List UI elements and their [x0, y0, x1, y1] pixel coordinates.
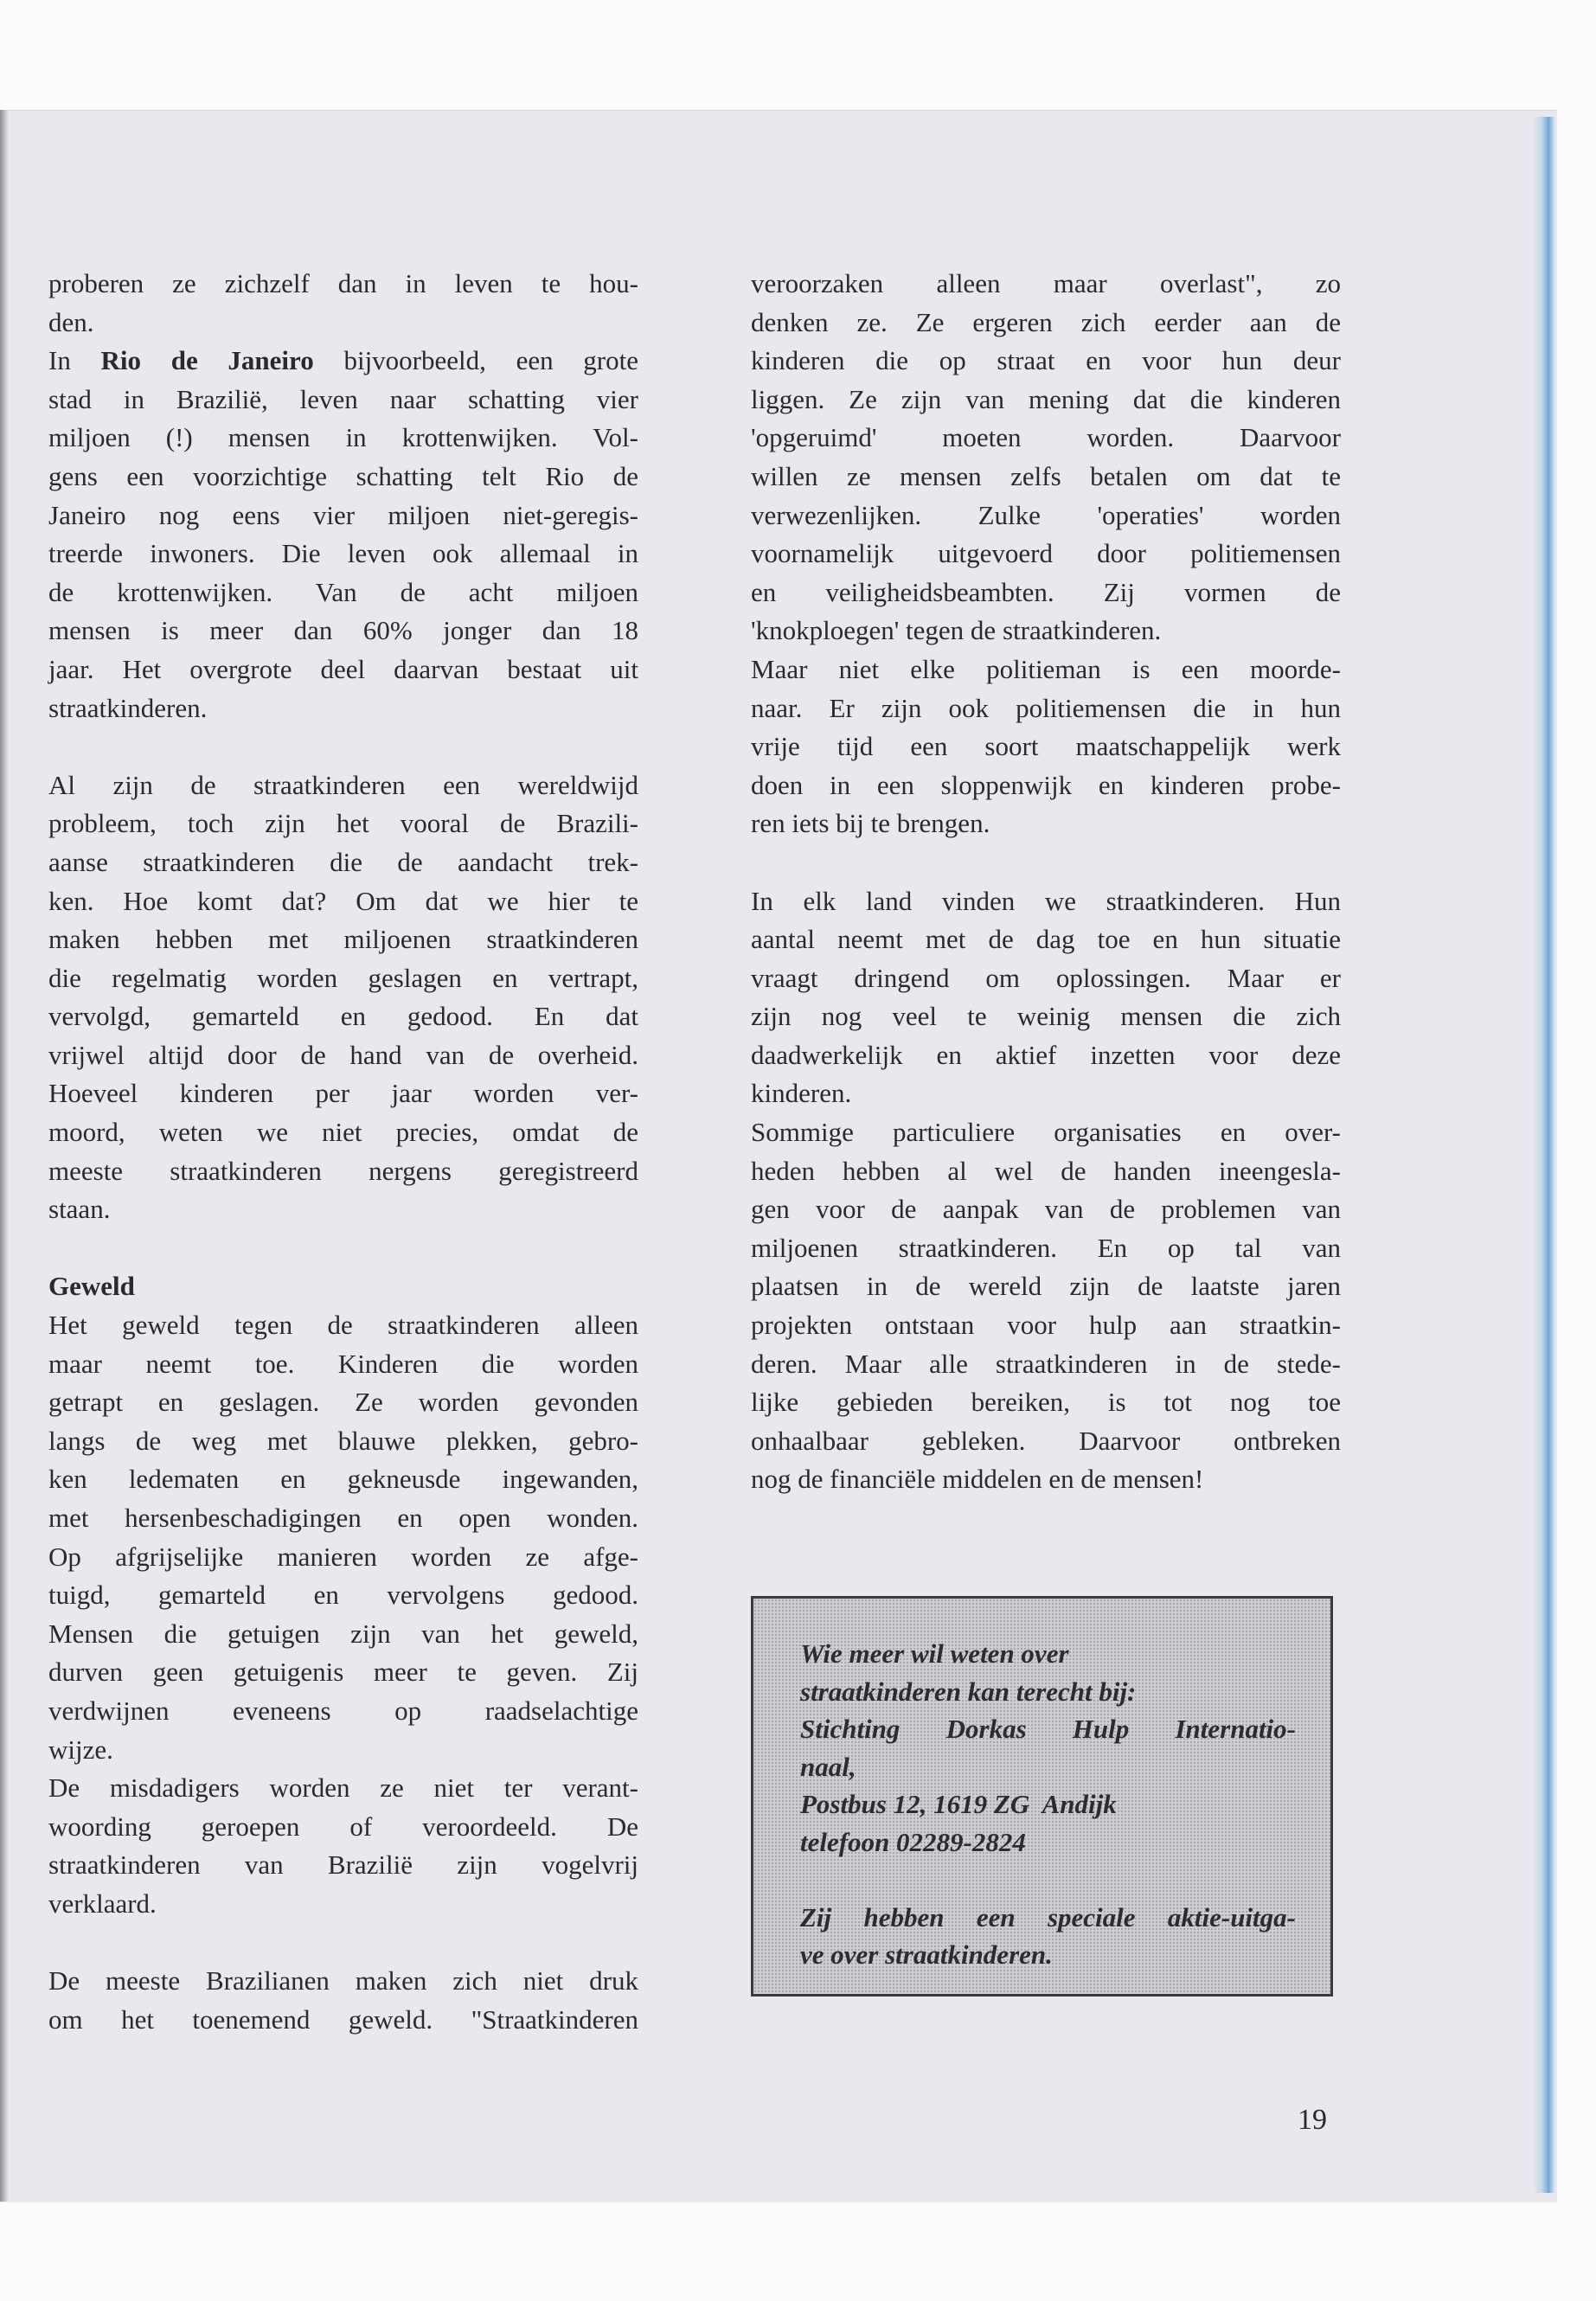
- text-line: Sommige particuliere organisaties en over-: [751, 1117, 1341, 1148]
- text-line: Janeiro nog eens vier miljoen niet-geregis-: [48, 499, 638, 530]
- right-column: [751, 265, 1341, 1499]
- text-line: verdwijnen eveneens op raadselachtige: [48, 1695, 638, 1726]
- paragraph-gap: [48, 1229, 638, 1268]
- info-line: naal,: [800, 1751, 856, 1782]
- paragraph: [48, 265, 638, 342]
- text-line: met hersenbeschadigingen en open wonden.: [48, 1503, 638, 1533]
- text-line: denken ze. Ze ergeren zich eerder aan de: [751, 306, 1341, 337]
- text-line: stad in Brazilië, leven naar schatting vier: [48, 383, 638, 414]
- paragraph: [48, 1962, 638, 2039]
- paragraph: [48, 1306, 638, 1769]
- left-column: [48, 265, 638, 2039]
- text-line: zijn nog veel te weinig mensen die zich: [751, 1001, 1341, 1032]
- bold-text: Rio de Janeiro: [100, 345, 314, 376]
- text-line: staan.: [48, 1194, 111, 1225]
- info-line: Stichting Dorkas Hulp Internatio-: [800, 1714, 1296, 1744]
- text-line: wijze.: [48, 1734, 113, 1765]
- section-heading: Geweld: [48, 1271, 135, 1302]
- info-address: Postbus 12, 1619 ZG Andijk: [800, 1789, 1117, 1819]
- paragraph-gap: [48, 727, 638, 766]
- text-line: gens een voorzichtige schatting telt Rio de: [48, 460, 638, 491]
- text-line: de krottenwijken. Van de acht miljoen: [48, 576, 638, 607]
- text-line: straatkinderen van Brazilië zijn vogelvrij: [48, 1849, 638, 1881]
- text-line: moord, weten we niet precies, omdat de: [48, 1117, 638, 1148]
- paragraph-gap: [48, 1924, 638, 1963]
- paragraph: [751, 1113, 1341, 1499]
- text-line: en veiligheidsbeambten. Zij vormen de: [751, 576, 1341, 607]
- text-line: vrijwel altijd door de hand van de overheid.: [48, 1039, 638, 1070]
- text-line: vervolgd, gemarteld en gedood. En dat: [48, 1001, 638, 1032]
- text-line: voornamelijk uitgevoerd door politiemensen: [751, 538, 1341, 569]
- text-line: Het geweld tegen de straatkinderen alleen: [48, 1310, 638, 1341]
- text-line: proberen ze zichzelf dan in leven te hou-: [48, 268, 638, 298]
- text-line: 'opgeruimd' moeten worden. Daarvoor: [751, 422, 1341, 453]
- text-line: onhaalbaar gebleken. Daarvoor ontbreken: [751, 1425, 1341, 1456]
- text-line: getrapt en geslagen. Ze worden gevonden: [48, 1387, 638, 1418]
- info-note: Zij hebben een speciale aktie-uitga-: [800, 1901, 1296, 1932]
- text-line: De misdadigers worden ze niet ter verant-: [48, 1772, 638, 1804]
- text-line: [48, 342, 638, 381]
- text-line: deren. Maar alle straatkinderen in de stede-: [751, 1348, 1341, 1379]
- text-line: ken ledematen en gekneusde ingewanden,: [48, 1464, 638, 1495]
- text-line: willen ze mensen zelfs betalen om dat te: [751, 460, 1341, 491]
- text-line: Mensen die getuigen zijn van het geweld,: [48, 1618, 638, 1649]
- paragraph: [48, 342, 638, 727]
- text-line: ken. Hoe komt dat? Om dat we hier te: [48, 885, 638, 916]
- text-line: om het toenemend geweld. "Straatkinderen: [48, 2003, 638, 2035]
- text-line: lijke gebieden bereiken, is tot nog toe: [751, 1387, 1341, 1418]
- info-phone: telefoon 02289-2824: [800, 1826, 1026, 1857]
- paragraph: [48, 1769, 638, 1923]
- text-line: kinderen die op straat en voor hun deur: [751, 345, 1341, 376]
- text-line: aanse straatkinderen die de aandacht trek-: [48, 846, 638, 877]
- info-note: ve over straatkinderen.: [800, 1939, 1053, 1970]
- text-line: veroorzaken alleen maar overlast", zo: [751, 268, 1341, 298]
- text-line: gen voor de aanpak van de problemen van: [751, 1194, 1341, 1225]
- text-line: aantal neemt met de dag toe en hun situatie: [751, 924, 1341, 955]
- text-line: maar neemt toe. Kinderen die worden: [48, 1348, 638, 1379]
- text-line: miljoenen straatkinderen. En op tal van: [751, 1232, 1341, 1263]
- text-line: meeste straatkinderen nergens geregistreerd: [48, 1155, 638, 1186]
- text-line: kinderen.: [751, 1078, 852, 1109]
- text-line: Maar niet elke politieman is een moorde-: [751, 653, 1341, 684]
- text-line: projekten ontstaan voor hulp aan straatkin-: [751, 1310, 1341, 1341]
- text-line: treerde inwoners. Die leven ook allemaal in: [48, 538, 638, 569]
- text-line: jaar. Het overgrote deel daarvan bestaat uit: [48, 653, 638, 684]
- text-line: daadwerkelijk en aktief inzetten voor deze: [751, 1039, 1341, 1070]
- text-line: De meeste Brazilianen maken zich niet druk: [48, 1965, 638, 1997]
- text-line: 'knokploegen' tegen de straatkinderen.: [751, 615, 1162, 646]
- text-line: maken hebben met miljoenen straatkinderen: [48, 924, 638, 955]
- text-line: vraagt dringend om oplossingen. Maar er: [751, 962, 1341, 993]
- text-line: Hoeveel kinderen per jaar worden ver-: [48, 1078, 638, 1109]
- paragraph: [751, 651, 1341, 843]
- text-line: liggen. Ze zijn van mening dat die kinderen: [751, 383, 1341, 414]
- binding-shadow: [0, 110, 9, 2202]
- text-line: vrije tijd een soort maatschappelijk werk: [751, 731, 1341, 762]
- text-line: nog de financiële middelen en de mensen!: [751, 1464, 1204, 1495]
- info-line: straatkinderen kan terecht bij:: [800, 1676, 1137, 1707]
- text-line: In elk land vinden we straatkinderen. Hun: [751, 885, 1341, 916]
- text-line: mensen is meer dan 60% jonger dan 18: [48, 615, 638, 646]
- contact-info-box: [751, 1596, 1333, 1997]
- text-line: ren iets bij te brengen.: [751, 808, 990, 839]
- text-line: doen in een sloppenwijk en kinderen probe-: [751, 769, 1341, 800]
- text-line: miljoen (!) mensen in krottenwijken. Vol-: [48, 422, 638, 453]
- text-line: woording geroepen of veroordeeld. De: [48, 1811, 638, 1842]
- page-number: 19: [1298, 2104, 1327, 2136]
- text-line: probleem, toch zijn het vooral de Brazili-: [48, 808, 638, 839]
- text-line: tuigd, gemarteld en vervolgens gedood.: [48, 1580, 638, 1611]
- text-line: Op afgrijselijke manieren worden ze afge-: [48, 1541, 638, 1572]
- info-line: Wie meer wil weten over: [800, 1638, 1069, 1669]
- text-segment: In: [48, 345, 101, 376]
- text-line: plaatsen in de wereld zijn de laatste jaren: [751, 1271, 1341, 1302]
- text-line: straatkinderen.: [48, 692, 208, 723]
- paragraph-gap: [751, 843, 1341, 882]
- text-segment: bijvoorbeeld, een grote: [313, 345, 638, 376]
- page-edge: [1533, 117, 1555, 2193]
- paragraph: [48, 766, 638, 1229]
- text-line: heden hebben al wel de handen ineengesla-: [751, 1155, 1341, 1186]
- text-line: Al zijn de straatkinderen een wereldwijd: [48, 769, 638, 800]
- paragraph: [751, 265, 1341, 651]
- text-line: den.: [48, 306, 94, 337]
- text-line: naar. Er zijn ook politiemensen die in hun: [751, 692, 1341, 723]
- text-line: die regelmatig worden geslagen en vertrapt,: [48, 962, 638, 993]
- text-line: langs de weg met blauwe plekken, gebro-: [48, 1425, 638, 1456]
- text-line: durven geen getuigenis meer te geven. Zij: [48, 1657, 638, 1688]
- text-line: verklaard.: [48, 1888, 157, 1919]
- text-line: verwezenlijken. Zulke 'operaties' worden: [751, 499, 1341, 530]
- paragraph: [751, 882, 1341, 1114]
